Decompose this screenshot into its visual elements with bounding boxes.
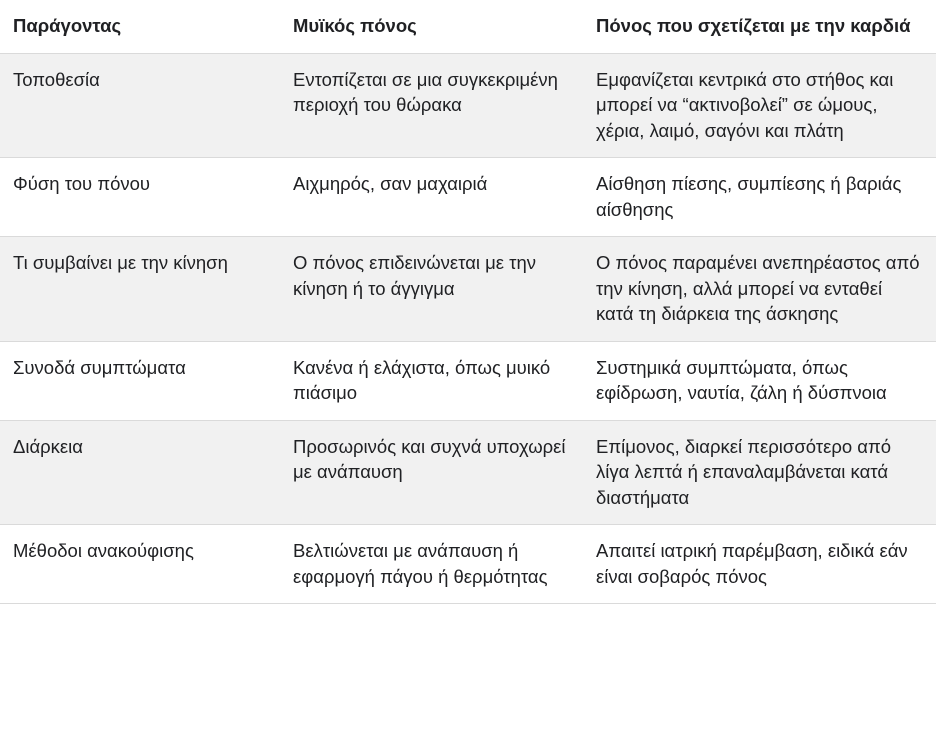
table-row <box>0 53 936 158</box>
cell-factor: Διάρκεια <box>0 420 280 525</box>
cell-factor: Φύση του πόνου <box>0 158 280 237</box>
header-muscle-pain: Μυϊκός πόνος <box>280 0 583 53</box>
cell-factor: Μέθοδοι ανακούφισης <box>0 525 280 604</box>
header-heart-pain: Πόνος που σχετίζεται με την καρδιά <box>583 0 936 53</box>
cell-factor: Τοποθεσία <box>0 53 280 158</box>
table-row <box>0 420 936 525</box>
table-row <box>0 341 936 420</box>
table-row <box>0 237 936 342</box>
cell-muscle-pain: Αιχμηρός, σαν μαχαιριά <box>280 158 583 237</box>
cell-muscle-pain: Εντοπίζεται σε μια συγκεκριμένη περιοχή του θώρακα <box>280 53 583 158</box>
table-header-row <box>0 0 936 53</box>
table-row <box>0 525 936 604</box>
cell-muscle-pain: Ο πόνος επιδεινώνεται με την κίνηση ή το άγγιγμα <box>280 237 583 342</box>
cell-muscle-pain: Προσωρινός και συχνά υποχωρεί με ανάπαυση <box>280 420 583 525</box>
cell-factor: Συνοδά συμπτώματα <box>0 341 280 420</box>
header-factor: Παράγοντας <box>0 0 280 53</box>
table-row <box>0 158 936 237</box>
cell-heart-pain: Απαιτεί ιατρική παρέμβαση, ειδικά εάν είναι σοβαρός πόνος <box>583 525 936 604</box>
cell-muscle-pain: Κανένα ή ελάχιστα, όπως μυικό πιάσιμο <box>280 341 583 420</box>
cell-factor: Τι συμβαίνει με την κίνηση <box>0 237 280 342</box>
cell-muscle-pain: Βελτιώνεται με ανάπαυση ή εφαρμογή πάγου ή θερμότητας <box>280 525 583 604</box>
cell-heart-pain: Αίσθηση πίεσης, συμπίεσης ή βαριάς αίσθησης <box>583 158 936 237</box>
cell-heart-pain: Εμφανίζεται κεντρικά στο στήθος και μπορεί να “ακτινοβολεί” σε ώμους, χέρια, λαιμό, σαγόνι και πλάτη <box>583 53 936 158</box>
cell-heart-pain: Επίμονος, διαρκεί περισσότερο από λίγα λεπτά ή επαναλαμβάνεται κατά διαστήματα <box>583 420 936 525</box>
cell-heart-pain: Συστημικά συμπτώματα, όπως εφίδρωση, ναυτία, ζάλη ή δύσπνοια <box>583 341 936 420</box>
cell-heart-pain: Ο πόνος παραμένει ανεπηρέαστος από την κίνηση, αλλά μπορεί να ενταθεί κατά τη διάρκεια της άσκησης <box>583 237 936 342</box>
